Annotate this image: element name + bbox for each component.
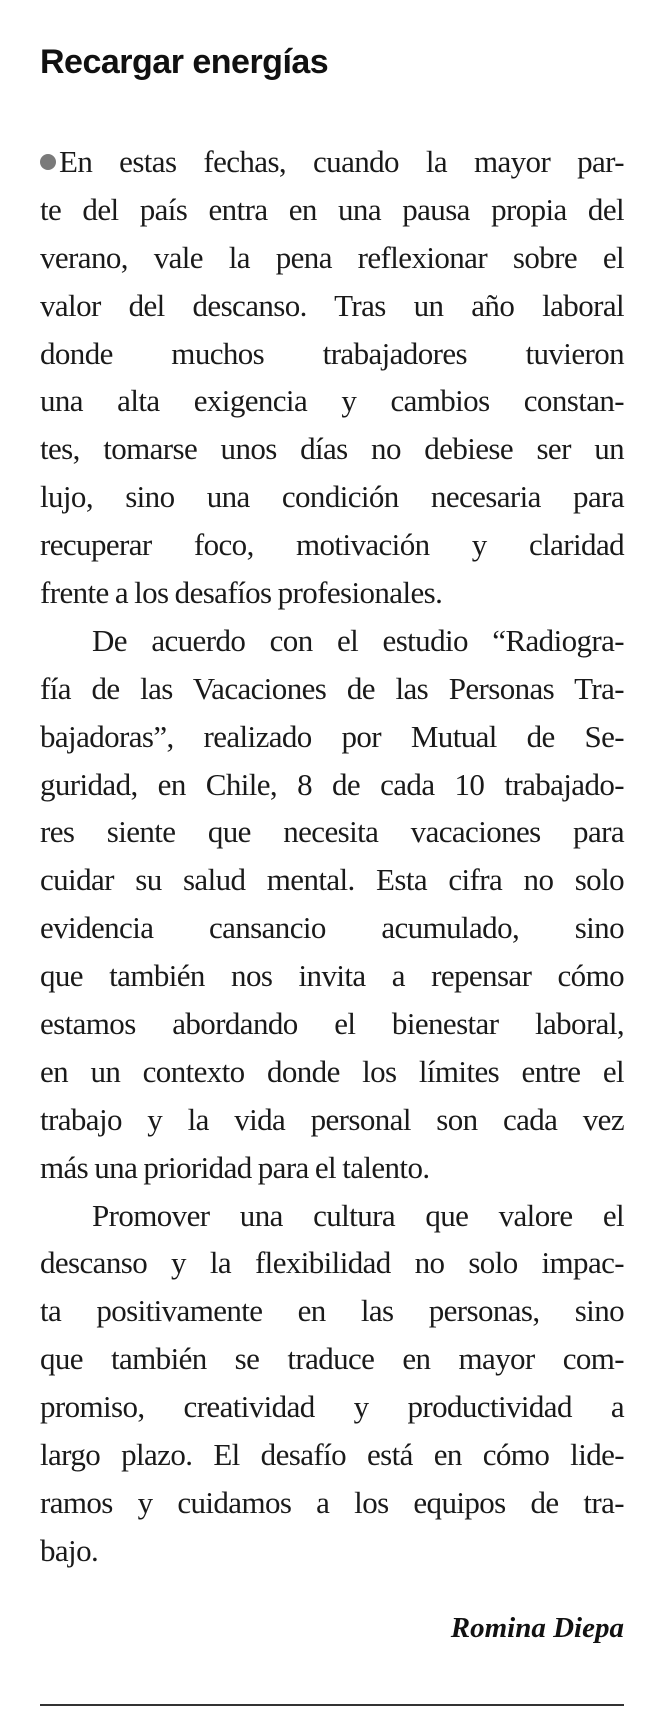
body-line: descanso y la flexibilidad no solo impac- <box>40 1245 624 1281</box>
body-line: ta positivamente en las personas, sino <box>40 1293 624 1329</box>
body-line: promiso, creatividad y productividad a <box>40 1389 624 1425</box>
body-line: valor del descanso. Tras un año laboral <box>40 287 624 323</box>
bottom-divider <box>40 1704 624 1706</box>
body-line: bajadoras”, realizado por Mutual de Se- <box>40 718 624 754</box>
body-line: En estas fechas, cuando la mayor par- <box>40 138 624 186</box>
author-byline: Romina Diepa <box>450 1612 624 1644</box>
body-line: que también nos invita a repensar cómo <box>40 958 624 994</box>
body-line: evidencia cansancio acumulado, sino <box>40 910 624 946</box>
body-line: largo plazo. El desafío está en cómo lide- <box>40 1437 624 1473</box>
body-line: que también se traduce en mayor com- <box>40 1341 624 1377</box>
bullet-icon <box>40 154 56 170</box>
body-line: trabajo y la vida personal son cada vez <box>40 1101 624 1137</box>
body-line: más una prioridad para el talento. <box>40 1149 430 1185</box>
body-line: frente a los desafíos profesionales. <box>40 575 443 611</box>
body-line: guridad, en Chile, 8 de cada 10 trabajado- <box>40 766 624 802</box>
body-line: cuidar su salud mental. Esta cifra no solo <box>40 862 624 898</box>
body-line: bajo. <box>40 1532 99 1568</box>
body-line: Promover una cultura que valore el <box>92 1197 624 1233</box>
body-line: ramos y cuidamos a los equipos de tra- <box>40 1484 624 1520</box>
body-line: donde muchos trabajadores tuvieron <box>40 335 624 371</box>
body-line: en un contexto donde los límites entre el <box>40 1053 624 1089</box>
article-body <box>40 138 624 1575</box>
body-line: De acuerdo con el estudio “Radiogra- <box>92 622 624 658</box>
body-line: lujo, sino una condición necesaria para <box>40 479 624 515</box>
body-line: recuperar foco, motivación y claridad <box>40 527 624 563</box>
body-line: te del país entra en una pausa propia del <box>40 191 624 227</box>
body-line: verano, vale la pena reflexionar sobre el <box>40 239 624 275</box>
article-headline: Recargar energías <box>40 43 329 81</box>
body-line: fía de las Vacaciones de las Personas Tra- <box>40 670 624 706</box>
body-line: tes, tomarse unos días no debiese ser un <box>40 431 624 467</box>
body-line: res siente que necesita vacaciones para <box>40 814 624 850</box>
body-line: una alta exigencia y cambios constan- <box>40 383 624 419</box>
body-line: estamos abordando el bienestar laboral, <box>40 1006 624 1042</box>
